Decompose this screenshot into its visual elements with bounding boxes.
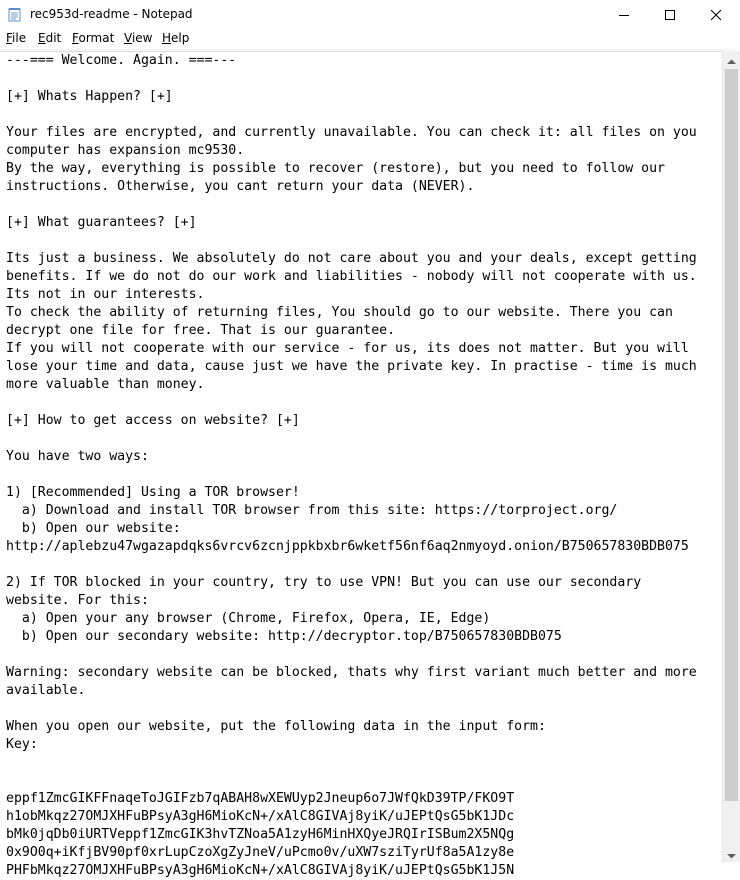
menu-format[interactable] bbox=[72, 31, 114, 45]
vertical-scrollbar[interactable] bbox=[722, 51, 740, 862]
title-bar[interactable] bbox=[0, 0, 739, 29]
chevron-up-icon bbox=[727, 50, 736, 69]
menu-help[interactable] bbox=[162, 31, 189, 45]
maximize-button[interactable] bbox=[647, 0, 693, 29]
menu-view-accel: V bbox=[124, 31, 132, 45]
close-button[interactable] bbox=[693, 0, 739, 29]
menu-help-accel: H bbox=[162, 31, 172, 45]
menu-view[interactable] bbox=[124, 31, 152, 45]
close-icon bbox=[711, 5, 721, 24]
notepad-icon bbox=[8, 7, 22, 22]
menu-edit[interactable] bbox=[38, 31, 61, 45]
maximize-icon bbox=[665, 5, 675, 24]
window-title: rec953d-readme - Notepad bbox=[30, 7, 193, 21]
text-editor[interactable] bbox=[0, 51, 722, 878]
menu-format-accel: F bbox=[72, 31, 79, 45]
menu-help-label: elp bbox=[171, 31, 190, 45]
chevron-down-icon bbox=[727, 844, 736, 863]
menu-format-label: ormat bbox=[78, 31, 115, 45]
menu-file[interactable] bbox=[6, 31, 26, 45]
minimize-icon bbox=[619, 5, 629, 24]
minimize-button[interactable] bbox=[601, 0, 647, 29]
menu-bar bbox=[0, 29, 739, 50]
editor-content[interactable]: ---=== Welcome. Again. ===--- [+] Whats Happen? [+] Your files are encrypted, and currently unavailable. You can check it: all files on you computer has expansion mc9530. By the way, everything is possible to recover (restore), but you need to follow our instructions. Otherwise, you cant return your data (NEVER). [+] What guarantees? [+] Its just a business. We absolutely do not care about you and your deals, except getting benefits. If we do not do our work and liabilities - nobody will not cooperate with us. Its not in our interests. To check the ability of returning files, You should go to our website. There you can decrypt one file for free. That is our guarantee. If you will not cooperate with our service - for us, its does not matter. But you will lose your time and data, cause just we have the private key. In practise - time is much more valuable than money. [+] How to get access on website? [+] You have two ways: 1) [Recommended] Using a TOR browser! a) Download and install TOR browser from this site: https://torproject.org/ b) Open our website: http://aplebzu47wgazapdqks6vrcv6zcnjppkbxbr6wketf56nf6aq2nmyoyd.onion/B750657830BDB075 2) If TOR blocked in your country, try to use VPN! But you can use our secondary website. For this: a) Open your any browser (Chrome, Firefox, Opera, IE, Edge) b) Open our secondary website: http://decryptor.top/B750657830BDB075 Warning: secondary website can be blocked, thats why first variant much better and more available. When you open our website, put the following data in the input form: Key: eppf1ZmcGIKFFnaqeToJGIFzb7qABAH8wXEWUyp2Jneup6o7JWfQkD39TP/FKO9T h1obMkqz27OMJXHFuBPsyA3gH6MioKcN+/xAlC8GIVAj8yiK/uJEPtQsG5bK1JDc bMk0jqDb0iURTVeppf1ZmcGIK3hvTZNoa5A1zyH6MinHXQyeJRQIrISBum2X5NQg 0x9O0q+iKfjBV90pf0xrLupCzoXgZyJneV/uPcmo0v/uXW7sziTyrUf8a5A1zy8e PHFbMkqz27OMJXHFuBPsyA3gH6MioKcN+/xAlC8GIVAj8yiK/uJEPtQsG5bK1J5N bbox=[6, 53, 697, 878]
scroll-up-button[interactable] bbox=[723, 51, 740, 68]
scroll-thumb[interactable] bbox=[725, 69, 738, 801]
scroll-down-button[interactable] bbox=[723, 845, 740, 862]
menu-file-label: ile bbox=[12, 31, 27, 45]
menu-edit-label: dit bbox=[45, 31, 62, 45]
menu-edit-accel: E bbox=[38, 31, 46, 45]
menu-file-accel: F bbox=[6, 31, 13, 45]
menu-view-label: iew bbox=[131, 31, 153, 45]
